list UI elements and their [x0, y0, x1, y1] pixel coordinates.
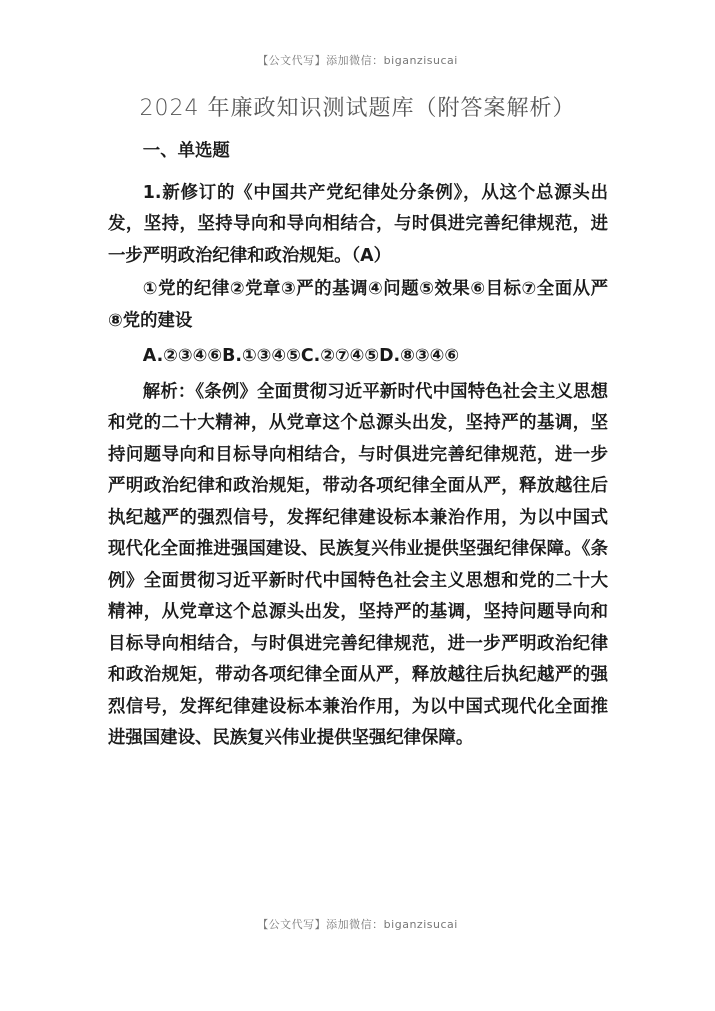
section-heading: 一、单选题 [142, 141, 230, 161]
document-body [108, 136, 608, 755]
answer-choices: A.②③④⑥B.①③④⑤C.②⑦④⑤D.⑧③④⑥ [142, 346, 460, 366]
footer-watermark: 【公文代写】添加微信：biganzisucai [257, 918, 458, 931]
question-text: 1.新修订的《中国共产党纪律处分条例》，从这个总源头出发，坚持，坚持导向和导向相结合，与时俱进完善纪律规范，进一步严明政治纪律和政治规矩。（A） [108, 182, 608, 266]
document-title: 2024 年廉政知识测试题库（附答案解析） [139, 96, 576, 121]
analysis-text: 解析：《条例》全面贯彻习近平新时代中国特色社会主义思想和党的二十大精神，从党章这个总源头出发，坚持严的基调，坚持问题导向和目标导向相结合，与时俱进完善纪律规范，进一步严明政治纪律和政治规矩，带动各项纪律全面从严，释放越往后执纪越严的强烈信号，发挥纪律建设标本兼治作用，为以中国式现代化全面推进强国建设、民族复兴伟业提供坚强纪律保障。《条例》全面贯彻习近平新时代中国特色社会主义思想和党的二十大精神，从党章这个总源头出发，坚持严的基调，坚持问题导向和目标导向相结合，与时俱进完善纪律规范，进一步严明政治纪律和政治规矩，带动各项纪律全面从严，释放越往后执纪越严的强烈信号，发挥纪律建设标本兼治作用，为以中国式现代化全面推进强国建设、民族复兴伟业提供坚强纪律保障。 [108, 381, 608, 748]
question-items: ①党的纪律②党章③严的基调④问题⑤效果⑥目标⑦全面从严⑧党的建设 [108, 279, 608, 331]
header-watermark: 【公文代写】添加微信：biganzisucai [257, 54, 458, 67]
